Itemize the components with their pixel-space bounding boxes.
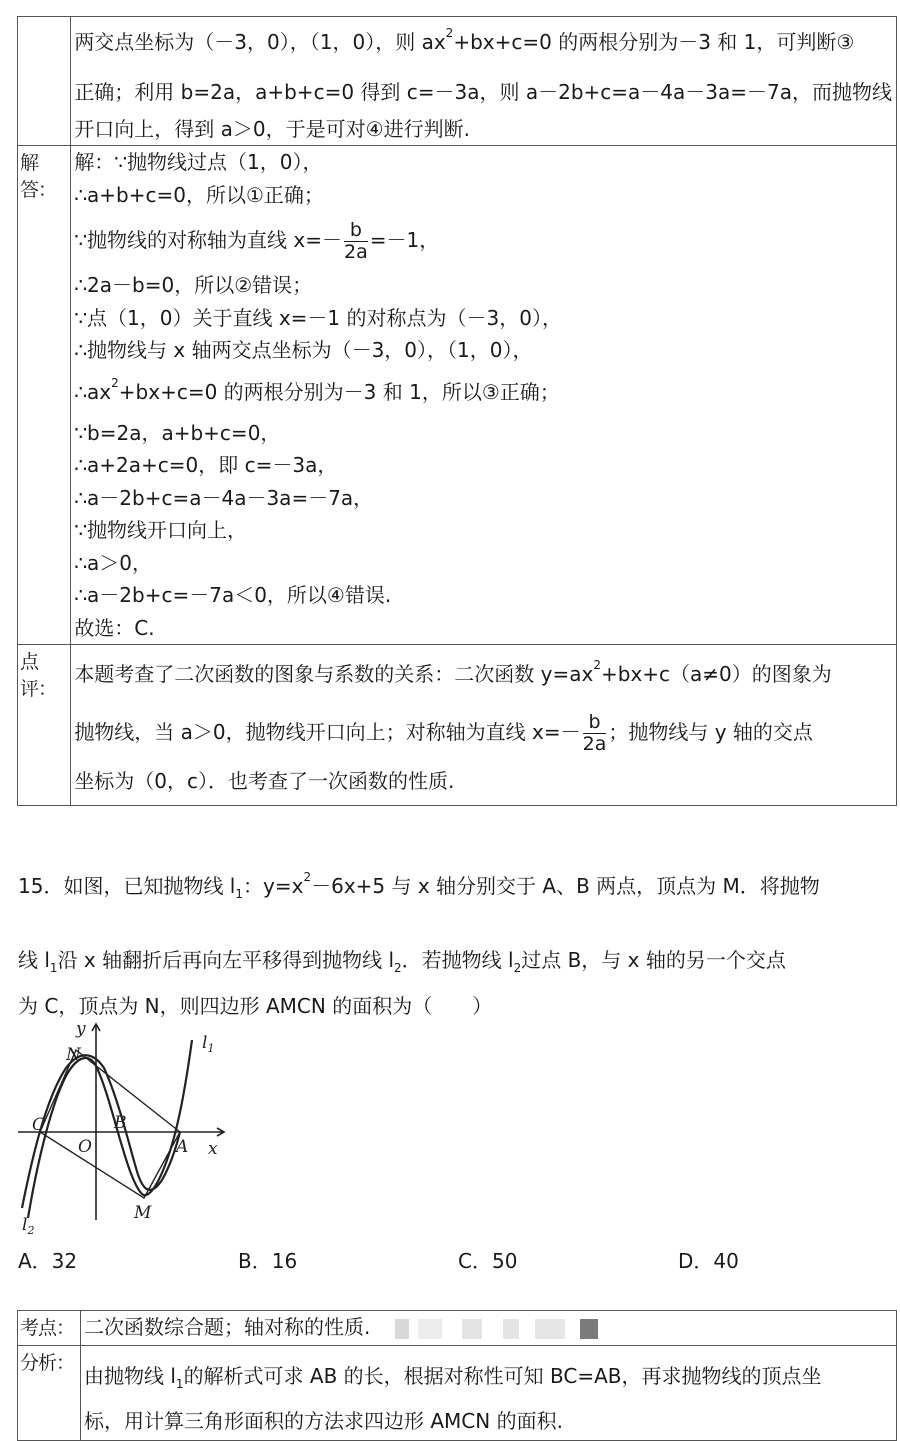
- label-B: B: [114, 1113, 127, 1133]
- label-x: x: [208, 1139, 218, 1159]
- label-l1: $l_1$: [202, 1033, 215, 1055]
- answer-label: 解答：: [18, 146, 71, 645]
- label-A: A: [176, 1137, 189, 1157]
- redaction-block: [395, 1319, 409, 1339]
- answer-line: ∵点（1，0）关于直线 x=－1 的对称点为（－3，0），: [74, 305, 562, 330]
- redaction-block: [462, 1319, 482, 1339]
- kaodian-content: [81, 1311, 897, 1346]
- answer-line: ∴a－2b+c=a－4a－3a=－7a，: [74, 485, 374, 510]
- option-a: A．32: [18, 1249, 78, 1273]
- answer-row: [18, 146, 897, 645]
- option-d: D．40: [678, 1249, 739, 1273]
- answer-line: ∴抛物线与 x 轴两交点坐标为（－3，0），（1，0），: [74, 338, 533, 362]
- analysis-table: [17, 1310, 897, 1441]
- quadrilateral-AMCN: [40, 1050, 180, 1198]
- solution-table: [17, 16, 897, 806]
- option-b: B．16: [238, 1249, 298, 1273]
- comment-row: [18, 645, 897, 806]
- label-y: y: [76, 1019, 86, 1039]
- parabola-l1: [28, 1040, 192, 1218]
- kaodian-text: 二次函数综合题；轴对称的性质.: [84, 1315, 371, 1339]
- kaodian-row: [18, 1311, 897, 1346]
- answer-line: ∴2a－b=0，所以②错误；: [74, 273, 313, 297]
- redaction-block: [503, 1319, 519, 1339]
- fraction: $\frac{b}{2a}$: [582, 711, 607, 755]
- fenxi-label: 分析：: [18, 1346, 81, 1441]
- answer-line: ∴a+b+c=0，所以①正确；: [74, 182, 324, 207]
- comment-label: 点评：: [18, 645, 71, 806]
- fenxi-line: 由抛物线 $l_1$的解析式可求 AB 的长，根据对称性可知 BC=AB，再求抛物线的顶点坐: [84, 1364, 822, 1391]
- analysis-line: 两交点坐标为（－3，0），（1，0），则 $ax^2+bx+c=0$ 的两根分别为－3 和 1，可判断③: [74, 26, 855, 54]
- answer-line: ∵抛物线的对称轴为直线 x=－ $\frac{b}{2a}$ =－1，: [74, 219, 440, 263]
- label-O: O: [78, 1137, 92, 1157]
- answer-content: [71, 146, 897, 645]
- question-line-2: 线 $l_1$沿 x 轴翻折后再向左平移得到抛物线 $l_2$．若抛物线 $l_2$过点 B，与 x 轴的另一个交点: [18, 948, 786, 975]
- answer-line: ∵抛物线开口向上，: [74, 518, 248, 542]
- comment-line: 本题考查了二次函数的图象与系数的关系：二次函数 $y=ax^2+bx+c(a\ne 0)$的图象为: [74, 658, 832, 686]
- fenxi-line: 标，用计算三角形面积的方法求四边形 AMCN 的面积.: [84, 1409, 563, 1433]
- redaction-block: [580, 1319, 598, 1339]
- question-line-1: 15．如图，已知抛物线 $l_1$：$y=x^2-6x+5$ 与 x 轴分别交于 A、B 两点，顶点为 M．将抛物: [18, 870, 820, 901]
- redaction-block: [535, 1319, 565, 1339]
- answer-line: $\therefore ax^2+bx+c=0$ 的两根分别为－3 和 1，所以③正确；: [74, 375, 560, 404]
- comment-line: 抛物线，当 a＞0，抛物线开口向上；对称轴为直线 x=－ $\frac{b}{2a}$ ；抛物线与 y 轴的交点: [74, 711, 813, 755]
- fraction: $\frac{b}{2a}$: [344, 219, 368, 263]
- redaction-block: [418, 1319, 442, 1339]
- answer-line: ∴a+2a+c=0，即 c=－3a，: [74, 453, 338, 477]
- label-l2: $l_2$: [22, 1215, 35, 1237]
- answer-line: ∴a＞0，: [74, 550, 153, 575]
- label-C: C: [32, 1115, 46, 1135]
- analysis-line: 开口向上，得到 a＞0，于是可对④进行判断.: [74, 117, 470, 141]
- answer-line: 故选：C.: [74, 615, 155, 640]
- fenxi-content: [81, 1346, 897, 1441]
- analysis-line: 正确；利用 b=2a，a+b+c=0 得到 c=－3a，则 a－2b+c=a－4a－3a=－7a，而抛物线: [74, 80, 892, 104]
- question-line-3: 为 C，顶点为 N，则四边形 AMCN 的面积为（ ）: [18, 994, 493, 1018]
- kaodian-label: 考点：: [18, 1311, 81, 1346]
- answer-line: ∵b=2a，a+b+c=0，: [74, 420, 281, 445]
- analysis-content: [71, 17, 897, 146]
- parabola-figure: [14, 1018, 234, 1248]
- comment-line: 坐标为（0，c）．也考查了一次函数的性质.: [74, 769, 455, 793]
- comment-content: [71, 645, 897, 806]
- label-N: N: [66, 1045, 81, 1065]
- answer-line: ∴a－2b+c=－7a＜0，所以④错误.: [74, 583, 392, 607]
- answer-line: 解：∵抛物线过点（1，0），: [74, 150, 323, 174]
- fenxi-row: [18, 1346, 897, 1441]
- analysis-label-cell: [18, 17, 71, 146]
- label-M: M: [134, 1203, 152, 1223]
- option-c: C．50: [458, 1249, 518, 1273]
- analysis-row: [18, 17, 897, 146]
